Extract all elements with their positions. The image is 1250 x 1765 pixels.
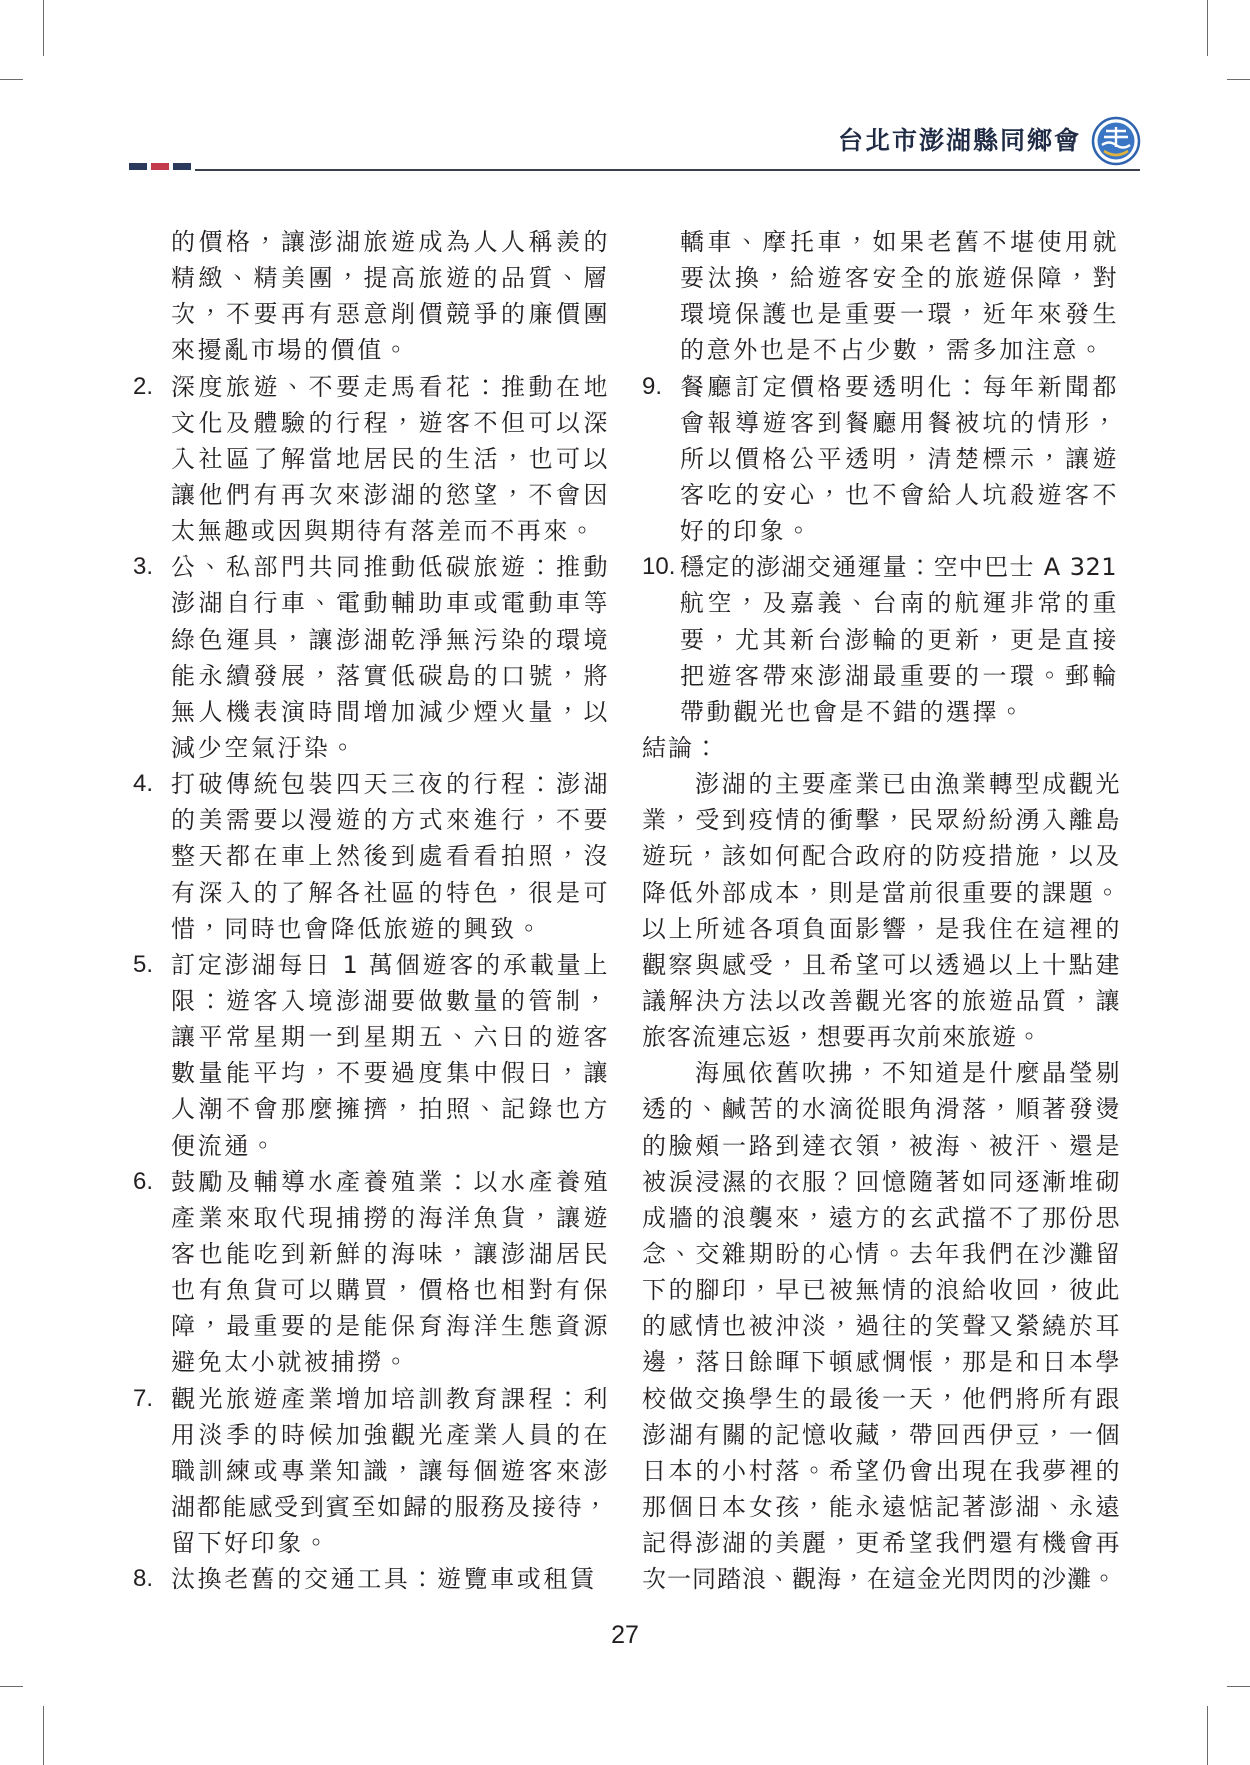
text-row bbox=[133, 1236, 608, 1272]
number-spacer bbox=[133, 1236, 171, 1272]
text-line: 職訓練或專業知識，讓每個遊客來澎 bbox=[171, 1456, 608, 1485]
text-line: 讓平常星期一到星期五、六日的遊客 bbox=[171, 1023, 608, 1052]
text-row bbox=[642, 296, 1120, 332]
number-spacer bbox=[133, 477, 171, 513]
text-line: 把遊客帶來澎湖最重要的一環。郵輪 bbox=[680, 661, 1117, 690]
text-row bbox=[642, 369, 1120, 405]
text-row bbox=[133, 513, 608, 549]
number-spacer bbox=[133, 260, 171, 296]
text-row bbox=[642, 224, 1120, 260]
accent-bar bbox=[151, 163, 169, 170]
text-row bbox=[133, 1381, 608, 1417]
text-line: 的意外也是不占少數，需多加注意。 bbox=[680, 336, 1106, 365]
text-line: 障，最重要的是能保育海洋生態資源 bbox=[171, 1312, 608, 1341]
text-line: 綠色運具，讓澎湖乾淨無污染的環境 bbox=[171, 625, 608, 654]
text-row bbox=[133, 1200, 608, 1236]
number-spacer bbox=[133, 1272, 171, 1308]
text-row bbox=[133, 730, 608, 766]
text-row bbox=[133, 585, 608, 621]
text-row bbox=[133, 477, 608, 513]
number-spacer bbox=[133, 802, 171, 838]
text-line: 數量能平均，不要過度集中假日，讓 bbox=[171, 1059, 608, 1088]
text-line: 降低外部成本，則是當前很重要的課題。 bbox=[642, 878, 1120, 907]
list-item bbox=[133, 369, 608, 550]
text-line: 能永續發展，落實低碳島的口號，將 bbox=[171, 661, 608, 690]
text-row bbox=[133, 405, 608, 441]
list-item bbox=[133, 224, 608, 369]
text-line: 邊，落日餘暉下頓感惆悵，那是和日本學 bbox=[642, 1348, 1120, 1377]
text-line: 的美需要以漫遊的方式來進行，不要 bbox=[171, 806, 608, 835]
text-line: 以上所述各項負面影響，是我住在這裡的 bbox=[642, 914, 1120, 943]
list-item bbox=[133, 549, 608, 766]
text-row bbox=[133, 1055, 608, 1091]
text-line: 汰換老舊的交通工具：遊覽車或租賃 bbox=[171, 1565, 597, 1594]
text-line: 入社區了解當地居民的生活，也可以 bbox=[171, 444, 608, 473]
number-spacer bbox=[133, 658, 171, 694]
text-row bbox=[133, 766, 608, 802]
accent-bar bbox=[173, 163, 191, 170]
text-row bbox=[642, 622, 1120, 658]
text-row bbox=[133, 332, 608, 368]
text-row bbox=[133, 1164, 608, 1200]
list-number: 5. bbox=[133, 950, 154, 978]
text-line: 觀察與感受，且希望可以透過以上十點建 bbox=[642, 950, 1120, 979]
text-line: 下的腳印，早已被無情的浪給收回，彼此 bbox=[642, 1276, 1120, 1305]
text-row bbox=[642, 513, 1120, 549]
list-item bbox=[133, 1561, 608, 1597]
text-line: 讓他們有再次來澎湖的慾望，不會因 bbox=[171, 480, 608, 509]
list-number: 7. bbox=[133, 1384, 154, 1412]
text-line: 成牆的浪襲來，遠方的玄武擋不了那份思 bbox=[642, 1203, 1120, 1232]
text-line: 旅客流連忘返，想要再次前來旅遊。 bbox=[642, 1023, 1042, 1052]
text-row bbox=[133, 441, 608, 477]
header-rule bbox=[195, 169, 1140, 171]
text-row bbox=[133, 983, 608, 1019]
text-row bbox=[642, 549, 1120, 585]
text-line: 被淚浸濕的衣服？回憶隨著如同逐漸堆砌 bbox=[642, 1167, 1120, 1196]
number-spacer bbox=[133, 1417, 171, 1453]
text-row bbox=[642, 332, 1120, 368]
text-line: 透的、鹹苦的水滴從眼角滑落，順著發燙 bbox=[642, 1095, 1120, 1124]
list-number: 4. bbox=[133, 770, 154, 798]
list-number: 2. bbox=[133, 372, 154, 400]
text-line: 日本的小村落。希望仍會出現在我夢裡的 bbox=[642, 1456, 1120, 1485]
text-line: 議解決方法以改善觀光客的旅遊品質，讓 bbox=[642, 986, 1120, 1015]
text-line: 鼓勵及輔導水產養殖業：以水產養殖 bbox=[171, 1167, 608, 1196]
text-row bbox=[642, 658, 1120, 694]
text-row bbox=[133, 1308, 608, 1344]
list-item bbox=[642, 224, 1120, 369]
text-line: 要汰換，給遊客安全的旅遊保障，對 bbox=[680, 264, 1117, 293]
text-line: 穩定的澎湖交通運量：空中巴士 A 321 bbox=[680, 553, 1117, 582]
text-line: 好的印象。 bbox=[680, 517, 813, 546]
list-number: 9. bbox=[642, 372, 663, 400]
crop-mark-bottom-left-vertical bbox=[43, 1706, 44, 1765]
text-line: 人潮不會那麼擁擠，拍照、記錄也方 bbox=[171, 1095, 608, 1124]
text-row bbox=[133, 1561, 608, 1597]
text-row bbox=[133, 875, 608, 911]
number-spacer bbox=[133, 983, 171, 1019]
text-line: 惜，同時也會降低旅遊的興致。 bbox=[171, 914, 544, 943]
text-row bbox=[133, 1344, 608, 1380]
left-column bbox=[133, 224, 608, 1597]
text-line: 公、私部門共同推動低碳旅遊：推動 bbox=[171, 553, 608, 582]
text-row bbox=[133, 224, 608, 260]
text-row bbox=[133, 549, 608, 585]
text-line: 客吃的安心，也不會給人坑殺遊客不 bbox=[680, 480, 1117, 509]
text-row bbox=[133, 1525, 608, 1561]
number-spacer bbox=[642, 260, 680, 296]
conclusion-section bbox=[642, 730, 1120, 1597]
number-spacer bbox=[642, 694, 680, 730]
text-line: 深度旅遊、不要走馬看花：推動在地 bbox=[171, 372, 608, 401]
text-row bbox=[642, 694, 1120, 730]
text-line: 來擾亂市場的價值。 bbox=[171, 336, 411, 365]
list-item bbox=[133, 1164, 608, 1381]
text-line: 環境保護也是重要一環，近年來發生 bbox=[680, 300, 1117, 329]
number-spacer bbox=[133, 332, 171, 368]
text-row bbox=[133, 260, 608, 296]
list-item bbox=[133, 1381, 608, 1562]
text-line: 避免太小就被捕撈。 bbox=[171, 1348, 411, 1377]
number-spacer bbox=[133, 730, 171, 766]
conclusion-heading: 結論： bbox=[642, 733, 720, 762]
text-line: 業，受到疫情的衝擊，民眾紛紛湧入離島 bbox=[642, 806, 1120, 835]
number-spacer bbox=[133, 911, 171, 947]
text-line: 航空，及嘉義、台南的航運非常的重 bbox=[680, 589, 1117, 618]
text-row bbox=[133, 1019, 608, 1055]
text-line: 次一同踏浪、觀海，在這金光閃閃的沙灘。 bbox=[642, 1565, 1117, 1594]
number-spacer bbox=[133, 296, 171, 332]
text-line: 湖都能感受到賓至如歸的服務及接待， bbox=[171, 1492, 608, 1521]
text-line: 轎車、摩托車，如果老舊不堪使用就 bbox=[680, 228, 1117, 256]
crop-mark-bottom-right-horizontal bbox=[1227, 1686, 1250, 1687]
header-accent-bars bbox=[129, 163, 191, 170]
page-number: 27 bbox=[611, 1621, 639, 1649]
text-row bbox=[133, 802, 608, 838]
list-number: 8. bbox=[133, 1565, 154, 1593]
text-line: 整天都在車上然後到處看看拍照，沒 bbox=[171, 842, 608, 871]
number-spacer bbox=[133, 1525, 171, 1561]
text-line: 所以價格公平透明，清楚標示，讓遊 bbox=[680, 444, 1117, 473]
text-line: 訂定澎湖每日 1 萬個遊客的承載量上 bbox=[171, 950, 608, 979]
text-line: 的價格，讓澎湖旅遊成為人人稱羨的 bbox=[171, 228, 608, 256]
text-row bbox=[642, 441, 1120, 477]
text-line: 餐廳訂定價格要透明化：每年新聞都 bbox=[680, 372, 1117, 401]
text-line: 的感情也被沖淡，過往的笑聲又縈繞於耳 bbox=[642, 1312, 1120, 1341]
crop-mark-top-left-vertical bbox=[43, 0, 44, 56]
number-spacer bbox=[133, 441, 171, 477]
text-row bbox=[133, 947, 608, 983]
text-line: 減少空氣汙染。 bbox=[171, 733, 358, 762]
conclusion-paragraph bbox=[642, 1055, 1120, 1597]
text-row bbox=[642, 585, 1120, 621]
crop-mark-bottom-left-horizontal bbox=[0, 1686, 23, 1687]
number-spacer bbox=[133, 1344, 171, 1380]
number-spacer bbox=[642, 585, 680, 621]
right-column bbox=[642, 224, 1120, 1597]
text-line: 要，尤其新台澎輪的更新，更是直接 bbox=[680, 625, 1117, 654]
number-spacer bbox=[133, 1019, 171, 1055]
crop-mark-bottom-right-vertical bbox=[1207, 1706, 1208, 1765]
text-line: 文化及體驗的行程，遊客不但可以深 bbox=[171, 408, 608, 437]
number-spacer bbox=[133, 405, 171, 441]
crop-mark-top-right-horizontal bbox=[1227, 79, 1250, 80]
text-row bbox=[133, 1272, 608, 1308]
number-spacer bbox=[642, 658, 680, 694]
text-line: 精緻、精美團，提高旅遊的品質、層 bbox=[171, 264, 608, 293]
number-spacer bbox=[133, 224, 171, 260]
number-spacer bbox=[133, 513, 171, 549]
text-line: 也有魚貨可以購買，價格也相對有保 bbox=[171, 1276, 608, 1305]
text-row bbox=[133, 838, 608, 874]
text-row bbox=[133, 694, 608, 730]
number-spacer bbox=[133, 875, 171, 911]
number-spacer bbox=[642, 332, 680, 368]
association-emblem-icon bbox=[1091, 116, 1141, 166]
text-line: 打破傳統包裝四天三夜的行程：澎湖 bbox=[171, 770, 608, 799]
number-spacer bbox=[133, 1453, 171, 1489]
text-line: 限：遊客入境澎湖要做數量的管制， bbox=[171, 986, 608, 1015]
text-row bbox=[133, 1128, 608, 1164]
text-row bbox=[642, 260, 1120, 296]
text-row bbox=[133, 296, 608, 332]
list-item bbox=[133, 766, 608, 947]
crop-mark-top-left-horizontal bbox=[0, 79, 23, 80]
text-row bbox=[642, 477, 1120, 513]
right-column-list bbox=[642, 224, 1120, 730]
number-spacer bbox=[642, 622, 680, 658]
text-line: 海風依舊吹拂，不知道是什麼晶瑩剔 bbox=[695, 1059, 1120, 1088]
text-row bbox=[133, 658, 608, 694]
text-line: 遊玩，該如何配合政府的防疫措施，以及 bbox=[642, 842, 1120, 871]
list-item bbox=[133, 947, 608, 1164]
text-line: 校做交換學生的最後一天，他們將所有跟 bbox=[642, 1384, 1120, 1413]
list-item bbox=[642, 549, 1120, 730]
number-spacer bbox=[133, 1128, 171, 1164]
number-spacer bbox=[133, 585, 171, 621]
text-line: 的臉頰一路到達衣領，被海、被汗、還是 bbox=[642, 1131, 1120, 1160]
text-row bbox=[133, 369, 608, 405]
number-spacer bbox=[133, 1308, 171, 1344]
text-line: 帶動觀光也會是不錯的選擇。 bbox=[680, 697, 1026, 726]
text-line: 便流通。 bbox=[171, 1131, 278, 1160]
number-spacer bbox=[642, 441, 680, 477]
text-line: 記得澎湖的美麗，更希望我們還有機會再 bbox=[642, 1529, 1120, 1558]
text-line: 觀光旅遊產業增加培訓教育課程：利 bbox=[171, 1384, 608, 1413]
text-row bbox=[133, 1453, 608, 1489]
number-spacer bbox=[642, 224, 680, 260]
text-row bbox=[133, 622, 608, 658]
text-line: 無人機表演時間增加減少煙火量，以 bbox=[171, 697, 608, 726]
text-line: 澎湖自行車、電動輔助車或電動車等 bbox=[171, 589, 608, 618]
text-line: 澎湖的主要產業已由漁業轉型成觀光 bbox=[695, 770, 1120, 799]
number-spacer bbox=[642, 405, 680, 441]
list-number: 10. bbox=[642, 553, 676, 581]
text-line: 客也能吃到新鮮的海味，讓澎湖居民 bbox=[171, 1239, 608, 1268]
text-row bbox=[133, 1489, 608, 1525]
number-spacer bbox=[133, 1489, 171, 1525]
text-line: 留下好印象。 bbox=[171, 1529, 331, 1558]
text-row bbox=[133, 911, 608, 947]
number-spacer bbox=[642, 296, 680, 332]
number-spacer bbox=[133, 622, 171, 658]
number-spacer bbox=[133, 1091, 171, 1127]
number-spacer bbox=[133, 694, 171, 730]
number-spacer bbox=[133, 1200, 171, 1236]
text-line: 念、交雜期盼的心情。去年我們在沙灘留 bbox=[642, 1239, 1120, 1268]
number-spacer bbox=[642, 513, 680, 549]
text-line: 有深入的了解各社區的特色，很是可 bbox=[171, 878, 608, 907]
text-row bbox=[133, 1417, 608, 1453]
number-spacer bbox=[133, 838, 171, 874]
list-item bbox=[642, 369, 1120, 550]
text-row bbox=[133, 1091, 608, 1127]
list-number: 6. bbox=[133, 1167, 154, 1195]
text-line: 澎湖有關的記憶收藏，帶回西伊豆，一個 bbox=[642, 1420, 1120, 1449]
publication-title: 台北市澎湖縣同鄉會 bbox=[837, 126, 1081, 155]
text-line: 產業來取代現捕撈的海洋魚貨，讓遊 bbox=[171, 1203, 608, 1232]
text-line: 會報導遊客到餐廳用餐被坑的情形， bbox=[680, 408, 1117, 437]
text-line: 太無趣或因與期待有落差而不再來。 bbox=[171, 517, 597, 546]
conclusion-paragraph bbox=[642, 766, 1120, 1055]
accent-bar bbox=[129, 163, 147, 170]
number-spacer bbox=[133, 1055, 171, 1091]
number-spacer bbox=[642, 477, 680, 513]
list-number: 3. bbox=[133, 553, 154, 581]
text-line: 那個日本女孩，能永遠惦記著澎湖、永遠 bbox=[642, 1492, 1120, 1521]
text-line: 用淡季的時候加強觀光產業人員的在 bbox=[171, 1420, 608, 1449]
text-line: 次，不要再有惡意削價競爭的廉價團 bbox=[171, 300, 608, 329]
text-row bbox=[642, 405, 1120, 441]
crop-mark-top-right-vertical bbox=[1207, 0, 1208, 56]
